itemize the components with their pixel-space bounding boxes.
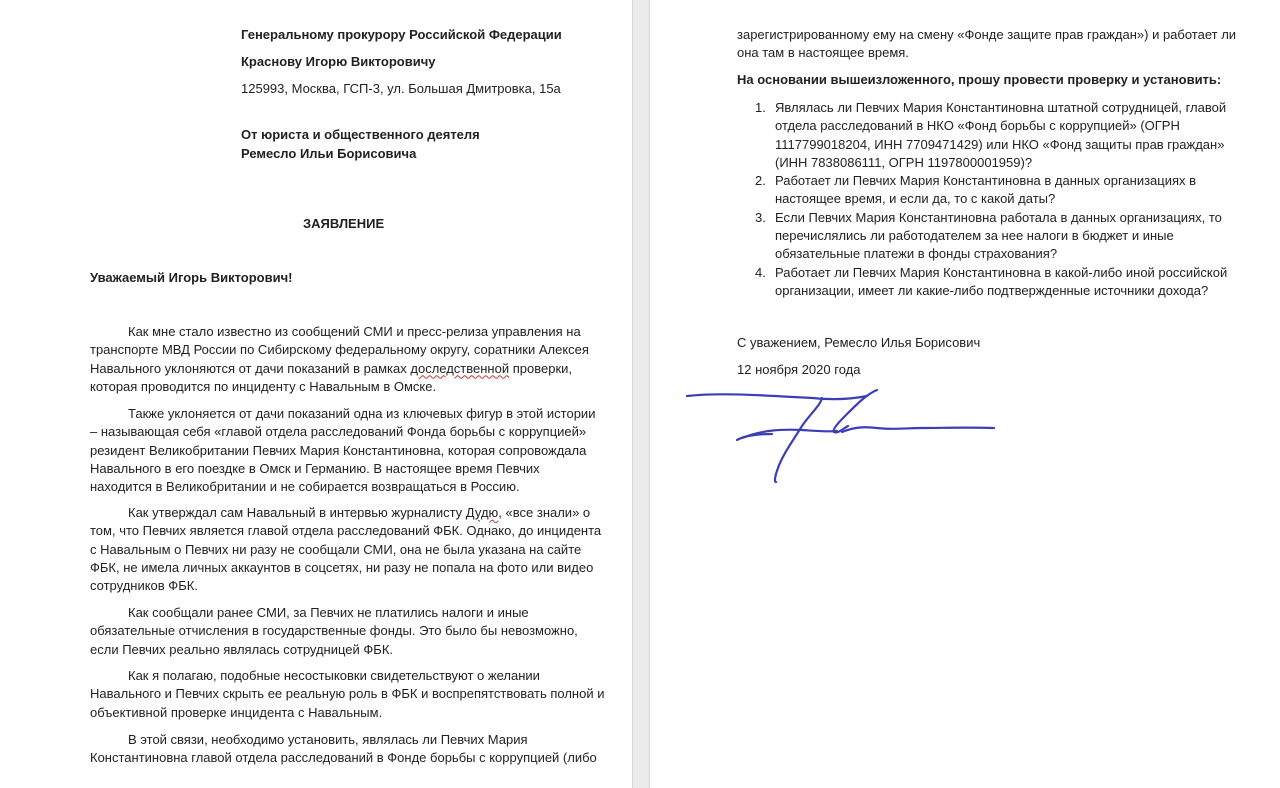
paragraph-line: которая проводится по инциденту с Навальным в Омске.: [90, 378, 437, 394]
request-item-number: 3.: [755, 209, 766, 225]
paragraph-line: – называющая себя «главой отдела расследований Фонда борьбы с коррупцией»: [90, 424, 587, 440]
request-item-line: (ИНН 7838086111, ОГРН 1197800001959)?: [775, 154, 1033, 170]
paragraph-line: объективной проверке инцидента с Навальным.: [90, 704, 383, 720]
paragraph-line: том, что Певчих является главой отдела расследований ФБК. Однако, до инцидента: [90, 523, 602, 539]
request-item: [755, 99, 1227, 172]
salutation: Уважаемый Игорь Викторович!: [90, 270, 293, 285]
text-span: , «все знали» о: [498, 505, 591, 520]
spellcheck-word: Дудю: [465, 505, 499, 520]
paragraph-line: резидент Великобритании Певчих Мария Константиновна, которая сопровождала: [90, 442, 587, 458]
signature-stroke: [842, 427, 994, 432]
paragraph-line: сотрудников ФБК.: [90, 578, 198, 594]
request-item-line: обязательные платежи в фонды страхования?: [775, 246, 1058, 262]
request-item-number: 1.: [755, 100, 766, 115]
request-item-number: 2.: [755, 173, 766, 189]
paragraph-line: [90, 360, 589, 378]
handwritten-signature: [682, 384, 1002, 488]
request-item-line: отдела расследований в НКО «Фонд борьбы с коррупцией» (ОГРН: [775, 118, 1180, 134]
paragraph-3: [90, 504, 601, 595]
request-item: [755, 264, 1228, 301]
request-item-number: 4.: [755, 264, 766, 280]
signature-stroke: [737, 434, 772, 440]
signature-stroke: [834, 390, 877, 432]
paragraph-line: Как мне стало известно из сообщений СМИ и пресс-релиза управления на: [128, 324, 581, 339]
paragraph-line: с Навальным о Певчих ни разу не сообщали СМИ, она не была указана на сайте: [90, 541, 582, 557]
addressee-name: Краснову Игорю Викторовичу: [241, 54, 436, 69]
request-item-line: Работает ли Певчих Мария Константиновна в какой-либо иной российской: [775, 264, 1228, 280]
paragraph-2: [90, 405, 595, 496]
sender-name: Ремесло Ильи Борисовича: [241, 146, 417, 161]
paragraph-line: Также уклоняется от дачи показаний одна из ключевых фигур в этой истории: [128, 406, 596, 421]
request-item: [755, 209, 1227, 264]
closing-line: С уважением, Ремесло Илья Борисович: [737, 335, 981, 350]
request-item-line: настоящее время, и если да, то с какой даты?: [775, 191, 1056, 207]
paragraph-line: Константиновна главой отдела расследований в Фонде борьбы с коррупцией (либо: [90, 750, 597, 766]
signature-stroke: [687, 394, 867, 399]
paragraph-1: [90, 323, 589, 396]
document-title: ЗАЯВЛЕНИЕ: [303, 216, 385, 231]
paragraph-line: транспорте МВД России по Сибирскому федеральному округу, соратники Алексея: [90, 342, 589, 358]
paragraph-line: Навального и Певчих скрыть ее реальную роль в ФБК и воспрепятствовать полной и: [90, 686, 605, 702]
request-item-line: Если Певчих Мария Константиновна работала в данных организациях, то: [775, 209, 1222, 225]
spellcheck-word: доследственной: [410, 360, 510, 376]
paragraph-line: В этой связи, необходимо установить, являлась ли Певчих Мария: [128, 732, 528, 747]
paragraph-4: [90, 604, 578, 659]
addressee-address: 125993, Москва, ГСП-3, ул. Большая Дмитровка, 15а: [241, 81, 561, 96]
signature-stroke: [775, 398, 822, 482]
request-item: [755, 172, 1227, 209]
paragraph-line: если Певчих реально являлась сотрудницей ФБК.: [90, 641, 393, 657]
addressee-title: Генеральному прокурору Российской Федерации: [241, 27, 562, 42]
paragraph-line: Как сообщали ранее СМИ, за Певчих не платились налоги и иные: [128, 605, 529, 620]
text-span: проверки,: [509, 360, 573, 376]
request-item-line: 1117799018204, ИНН 7709471429) или НКО «Фонд защиты прав граждан»: [775, 136, 1225, 152]
request-list: [755, 99, 1228, 300]
letter-date: 12 ноября 2020 года: [737, 362, 861, 377]
paragraph-line: обязательные отчисления в государственные фонды. Это было бы невозможно,: [90, 623, 578, 639]
page-gutter: [632, 0, 650, 788]
paragraph-line: Навального в его поездке в Омск и Германию. В настоящее время Певчих: [90, 460, 540, 476]
document-page-left: [0, 0, 632, 788]
paragraph-line: ФБК, не имела личных аккаунтов в соцсетях, ни разу не попала на фото или видео: [90, 559, 594, 575]
paragraph-line: зарегистрированному ему на смену «Фонде защите прав граждан») и работает ли: [737, 27, 1237, 42]
request-item-line: организации, имеет ли какие-либо подтвержденные источники дохода?: [775, 282, 1209, 298]
paragraph-line: [90, 504, 601, 522]
request-item-line: Работает ли Певчих Мария Константиновна в данных организациях в: [775, 173, 1197, 189]
sender-title: От юриста и общественного деятеля: [241, 127, 480, 142]
paragraph-line: Как я полагаю, подобные несостыковки свидетельствуют о желании: [128, 668, 540, 683]
continued-paragraph: [737, 26, 1236, 63]
paragraph-5: [90, 667, 604, 722]
request-heading: На основании вышеизложенного, прошу провести проверку и установить:: [737, 72, 1222, 87]
text-span: Навального уклоняются от дачи показаний в рамках: [90, 360, 411, 376]
paragraph-6: [90, 731, 597, 768]
paragraph-line: находится в Великобритании и не собирается возвращаться в Россию.: [90, 479, 520, 495]
request-item-line: Являлась ли Певчих Мария Константиновна штатной сотрудницей, главой: [775, 100, 1227, 115]
paragraph-line: она там в настоящее время.: [737, 45, 909, 61]
text-span: Как утверждал сам Навальный в интервью журналисту: [128, 505, 466, 520]
request-item-line: перечислялись ли работодателем за нее налоги в бюджет и иные: [775, 228, 1174, 244]
